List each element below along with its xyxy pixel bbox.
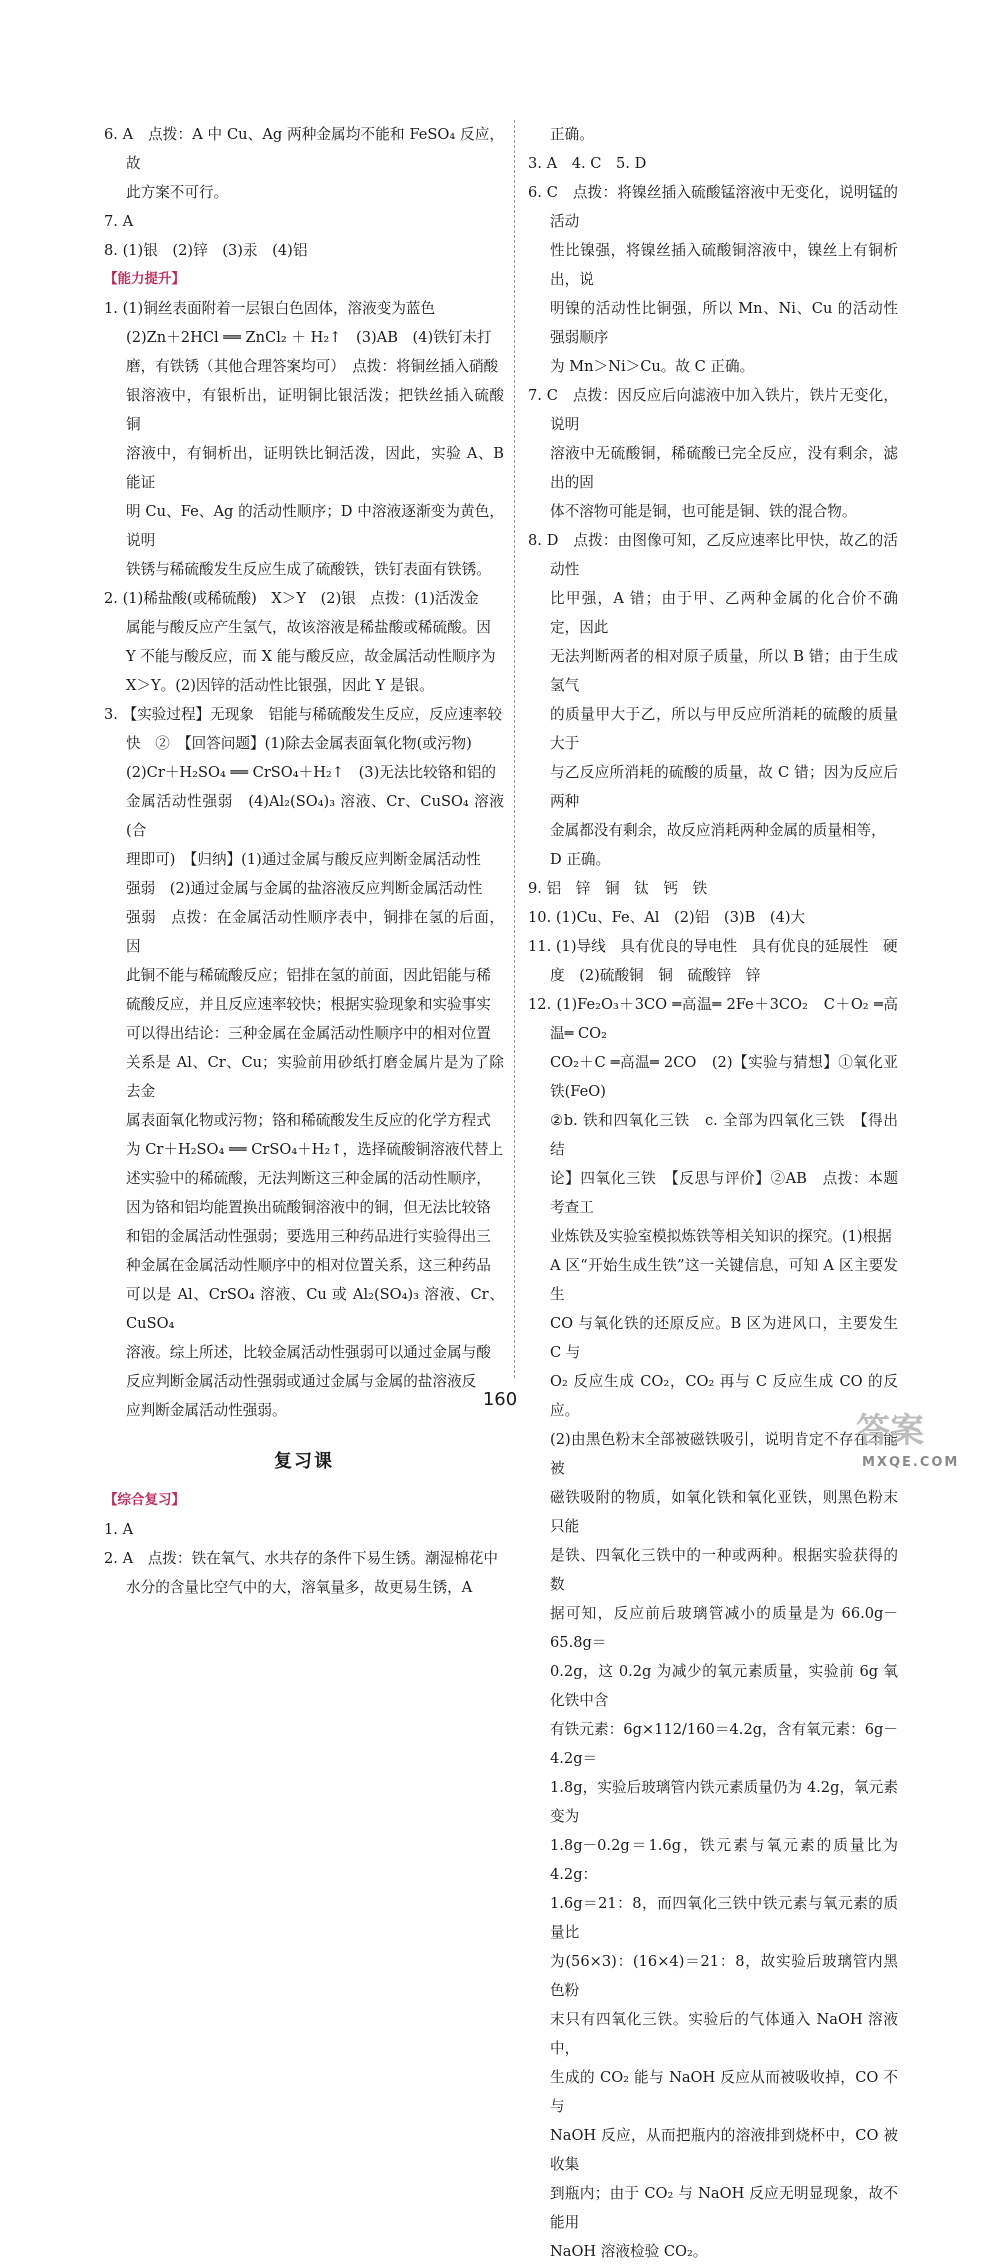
- text-line: 明镍的活动性比铜强，所以 Mn、Ni、Cu 的活动性强弱顺序: [550, 300, 898, 346]
- text-line: 属能与酸反应产生氢气，故该溶液是稀盐酸或稀硫酸。因: [126, 619, 491, 636]
- right-column: [528, 120, 898, 2266]
- text-line: 到瓶内；由于 CO₂ 与 NaOH 反应无明显现象，故不能用: [550, 2185, 898, 2231]
- text-line: O₂ 反应生成 CO₂，CO₂ 再与 C 反应生成 CO 的反应。: [550, 1373, 898, 1419]
- text-line: 溶液中，有铜析出，证明铁比铜活泼，因此，实验 A、B 能证: [126, 445, 504, 491]
- text-line: (2)Cr＋H₂SO₄ ══ CrSO₄＋H₂↑ (3)无法比较铬和铝的: [126, 764, 497, 781]
- text-line: A 区“开始生成生铁”这一关键信息，可知 A 区主要发生: [550, 1257, 898, 1303]
- text-line: 强弱 点拨：在金属活动性顺序表中，铜排在氢的后面，因: [126, 909, 504, 955]
- text-line: 反应判断金属活动性强弱或通过金属与金属的盐溶液反: [126, 1373, 477, 1390]
- text-line: 为 Cr＋H₂SO₄ ══ CrSO₄＋H₂↑，选择硫酸铜溶液代替上: [126, 1141, 504, 1158]
- text-line: 12. (1)Fe₂O₃＋3CO ═高温═ 2Fe＋3CO₂ C＋O₂ ═高温═ CO₂: [528, 996, 898, 1042]
- text-line: 11. (1)导线 具有优良的导电性 具有优良的延展性 硬: [528, 938, 898, 955]
- text-line: 1.8g，实验后玻璃管内铁元素质量仍为 4.2g，氧元素变为: [550, 1779, 898, 1825]
- text-line: 可以得出结论：三种金属在金属活动性顺序中的相对位置: [126, 1025, 491, 1042]
- text-line: NaOH 反应，从而把瓶内的溶液排到烧杯中，CO 被收集: [550, 2127, 898, 2173]
- text-line: 1. (1)铜丝表面附着一层银白色固体，溶液变为蓝色: [104, 300, 436, 317]
- text-line: 业炼铁及实验室模拟炼铁等相关知识的探究。(1)根据: [550, 1228, 892, 1245]
- text-line: 7. A: [104, 213, 134, 230]
- text-line: 7. C 点拨：因反应后向滤液中加入铁片，铁片无变化，说明: [528, 387, 898, 433]
- text-line: 磨，有铁锈（其他合理答案均可） 点拨：将铜丝插入硝酸: [126, 358, 499, 375]
- text-line: 度 (2)硫酸铜 铜 硫酸锌 锌: [550, 967, 761, 984]
- watermark-small-text: MXQE.COM: [862, 1455, 960, 1470]
- text-line: 溶液中无硫酸铜，稀硫酸已完全反应，没有剩余，滤出的固: [550, 445, 898, 491]
- left-lines: [104, 120, 504, 1425]
- text-line: 性比镍强，将镍丝插入硫酸铜溶液中，镍丝上有铜析出，说: [550, 242, 898, 288]
- text-line: 8. D 点拨：由图像可知，乙反应速率比甲快，故乙的活动性: [528, 532, 898, 578]
- text-line: (2)Zn＋2HCl ══ ZnCl₂ ＋ H₂↑ (3)AB (4)铁钉未打: [126, 329, 492, 346]
- text-line: 述实验中的稀硫酸，无法判断这三种金属的活动性顺序，: [126, 1170, 491, 1187]
- text-line: 1. A: [104, 1521, 134, 1538]
- text-line: 据可知，反应前后玻璃管减小的质量是为 66.0g－65.8g＝: [550, 1605, 898, 1651]
- section-tag: 【综合复习】: [104, 1492, 185, 1508]
- text-line: NaOH 溶液检验 CO₂。: [550, 2243, 708, 2260]
- text-line: 关系是 Al、Cr、Cu；实验前用砂纸打磨金属片是为了除去金: [126, 1054, 504, 1100]
- text-line: CO 与氧化铁的还原反应。B 区为进风口，主要发生 C 与: [550, 1315, 898, 1361]
- text-line: 2. (1)稀盐酸(或稀硫酸) X＞Y (2)银 点拨：(1)活泼金: [104, 590, 479, 607]
- text-line: 理即可) 【归纳】(1)通过金属与酸反应判断金属活动性: [126, 851, 481, 868]
- text-line: 2. A 点拨：铁在氧气、水共存的条件下易生锈。潮湿棉花中: [104, 1550, 498, 1567]
- watermark-logo: [852, 1402, 982, 1474]
- text-line: CO₂＋C ═高温═ 2CO (2)【实验与猜想】①氧化亚铁(FeO): [550, 1054, 898, 1100]
- text-line: 0.2g，这 0.2g 为减少的氧元素质量，实验前 6g 氧化铁中含: [550, 1663, 898, 1709]
- text-line: 强弱 (2)通过金属与金属的盐溶液反应判断金属活动性: [126, 880, 483, 897]
- text-line: 种金属在金属活动性顺序中的相对位置关系，这三种药品: [126, 1257, 491, 1274]
- text-line: Y 不能与酸反应，而 X 能与酸反应，故金属活动性顺序为: [126, 648, 496, 665]
- text-line: D 正确。: [550, 851, 611, 868]
- right-lines: [528, 120, 898, 2266]
- text-line: 论】四氧化三铁 【反思与评价】②AB 点拨：本题考查工: [550, 1170, 898, 1216]
- text-line: 9. 铝 锌 铜 钛 钙 铁: [528, 880, 708, 897]
- text-line: 银溶液中，有银析出，证明铜比银活泼；把铁丝插入硫酸铜: [126, 387, 504, 433]
- text-line: 金属活动性强弱 (4)Al₂(SO₄)₃ 溶液、Cr、CuSO₄ 溶液(合: [126, 793, 504, 839]
- text-line: 比甲强，A 错；由于甲、乙两种金属的化合价不确定，因此: [550, 590, 898, 636]
- page-number: 160: [482, 1389, 518, 1410]
- text-line: 生成的 CO₂ 能与 NaOH 反应从而被吸收掉，CO 不与: [550, 2069, 898, 2115]
- text-line: 6. C 点拨：将镍丝插入硫酸锰溶液中无变化，说明锰的活动: [528, 184, 898, 230]
- text-line: 1.8g－0.2g＝1.6g，铁元素与氧元素的质量比为 4.2g：: [550, 1837, 898, 1883]
- text-line: 可以是 Al、CrSO₄ 溶液、Cu 或 Al₂(SO₄)₃ 溶液、Cr、CuSO₄: [126, 1286, 504, 1332]
- text-line: 10. (1)Cu、Fe、Al (2)铝 (3)B (4)大: [528, 909, 806, 926]
- text-line: 的质量甲大于乙，所以与甲反应所消耗的硫酸的质量大于: [550, 706, 898, 752]
- left-column: [104, 120, 504, 1602]
- text-line: 硫酸反应，并且反应速率较快；根据实验现象和实验事实: [126, 996, 491, 1013]
- text-line: 无法判断两者的相对原子质量，所以 B 错；由于生成氢气: [550, 648, 898, 694]
- column-divider: [514, 120, 515, 1378]
- text-line: 水分的含量比空气中的大，溶氧量多，故更易生锈，A: [126, 1579, 473, 1596]
- text-line: 1.6g＝21：8，而四氧化三铁中铁元素与氧元素的质量比: [550, 1895, 898, 1941]
- watermark-big-text: 答案: [856, 1411, 924, 1451]
- text-line: 应判断金属活动性强弱。: [126, 1402, 287, 1419]
- text-line: 铁锈与稀硫酸发生反应生成了硫酸铁，铁钉表面有铁锈。: [126, 561, 491, 578]
- text-line: (2)由黑色粉末全部被磁铁吸引，说明肯定不存在不能被: [550, 1431, 898, 1477]
- text-line: 溶液。综上所述，比较金属活动性强弱可以通过金属与酸: [126, 1344, 491, 1361]
- text-line: X＞Y。(2)因锌的活动性比银强，因此 Y 是银。: [126, 677, 434, 694]
- text-line: 此方案不可行。: [126, 184, 229, 201]
- text-line: 和铝的金属活动性强弱；要选用三种药品进行实验得出三: [126, 1228, 491, 1245]
- text-line: 8. (1)银 (2)锌 (3)汞 (4)铝: [104, 242, 308, 259]
- text-line: 此铜不能与稀硫酸反应；铝排在氢的前面，因此铝能与稀: [126, 967, 491, 984]
- text-line: 与乙反应所消耗的硫酸的质量，故 C 错；因为反应后两种: [550, 764, 898, 810]
- text-line: 因为铬和铝均能置换出硫酸铜溶液中的铜，但无法比较铬: [126, 1199, 491, 1216]
- text-line: 正确。: [550, 126, 594, 143]
- text-line: 明 Cu、Fe、Ag 的活动性顺序；D 中溶液逐渐变为黄色，说明: [126, 503, 504, 549]
- section-title: 复习课: [274, 1451, 334, 1472]
- text-line: 磁铁吸附的物质，如氧化铁和氧化亚铁，则黑色粉末只能: [550, 1489, 898, 1535]
- text-line: 6. A 点拨：A 中 Cu、Ag 两种金属均不能和 FeSO₄ 反应，故: [104, 126, 504, 172]
- text-line: ②b. 铁和四氧化三铁 c. 全部为四氧化三铁 【得出结: [550, 1112, 898, 1158]
- text-line: 3. A 4. C 5. D: [528, 155, 647, 172]
- section-tag: 【能力提升】: [104, 271, 185, 287]
- text-line: 金属都没有剩余，故反应消耗两种金属的质量相等，: [550, 822, 886, 839]
- text-line: 属表面氧化物或污物；铬和稀硫酸发生反应的化学方程式: [126, 1112, 491, 1129]
- text-line: 快 ② 【回答问题】(1)除去金属表面氧化物(或污物): [126, 735, 472, 752]
- left-lines-after: [104, 1486, 504, 1602]
- text-line: 末只有四氧化三铁。实验后的气体通入 NaOH 溶液中，: [550, 2011, 898, 2057]
- text-line: 有铁元素：6g×112/160＝4.2g，含有氧元素：6g－4.2g＝: [550, 1721, 898, 1767]
- text-line: 是铁、四氧化三铁中的一种或两种。根据实验获得的数: [550, 1547, 898, 1593]
- text-line: 体不溶物可能是铜，也可能是铜、铁的混合物。: [550, 503, 857, 520]
- text-line: 为(56×3)：(16×4)＝21：8，故实验后玻璃管内黑色粉: [550, 1953, 898, 1999]
- text-line: 为 Mn＞Ni＞Cu。故 C 正确。: [550, 358, 755, 375]
- text-line: 3. 【实验过程】无现象 铝能与稀硫酸发生反应，反应速率较: [104, 706, 503, 723]
